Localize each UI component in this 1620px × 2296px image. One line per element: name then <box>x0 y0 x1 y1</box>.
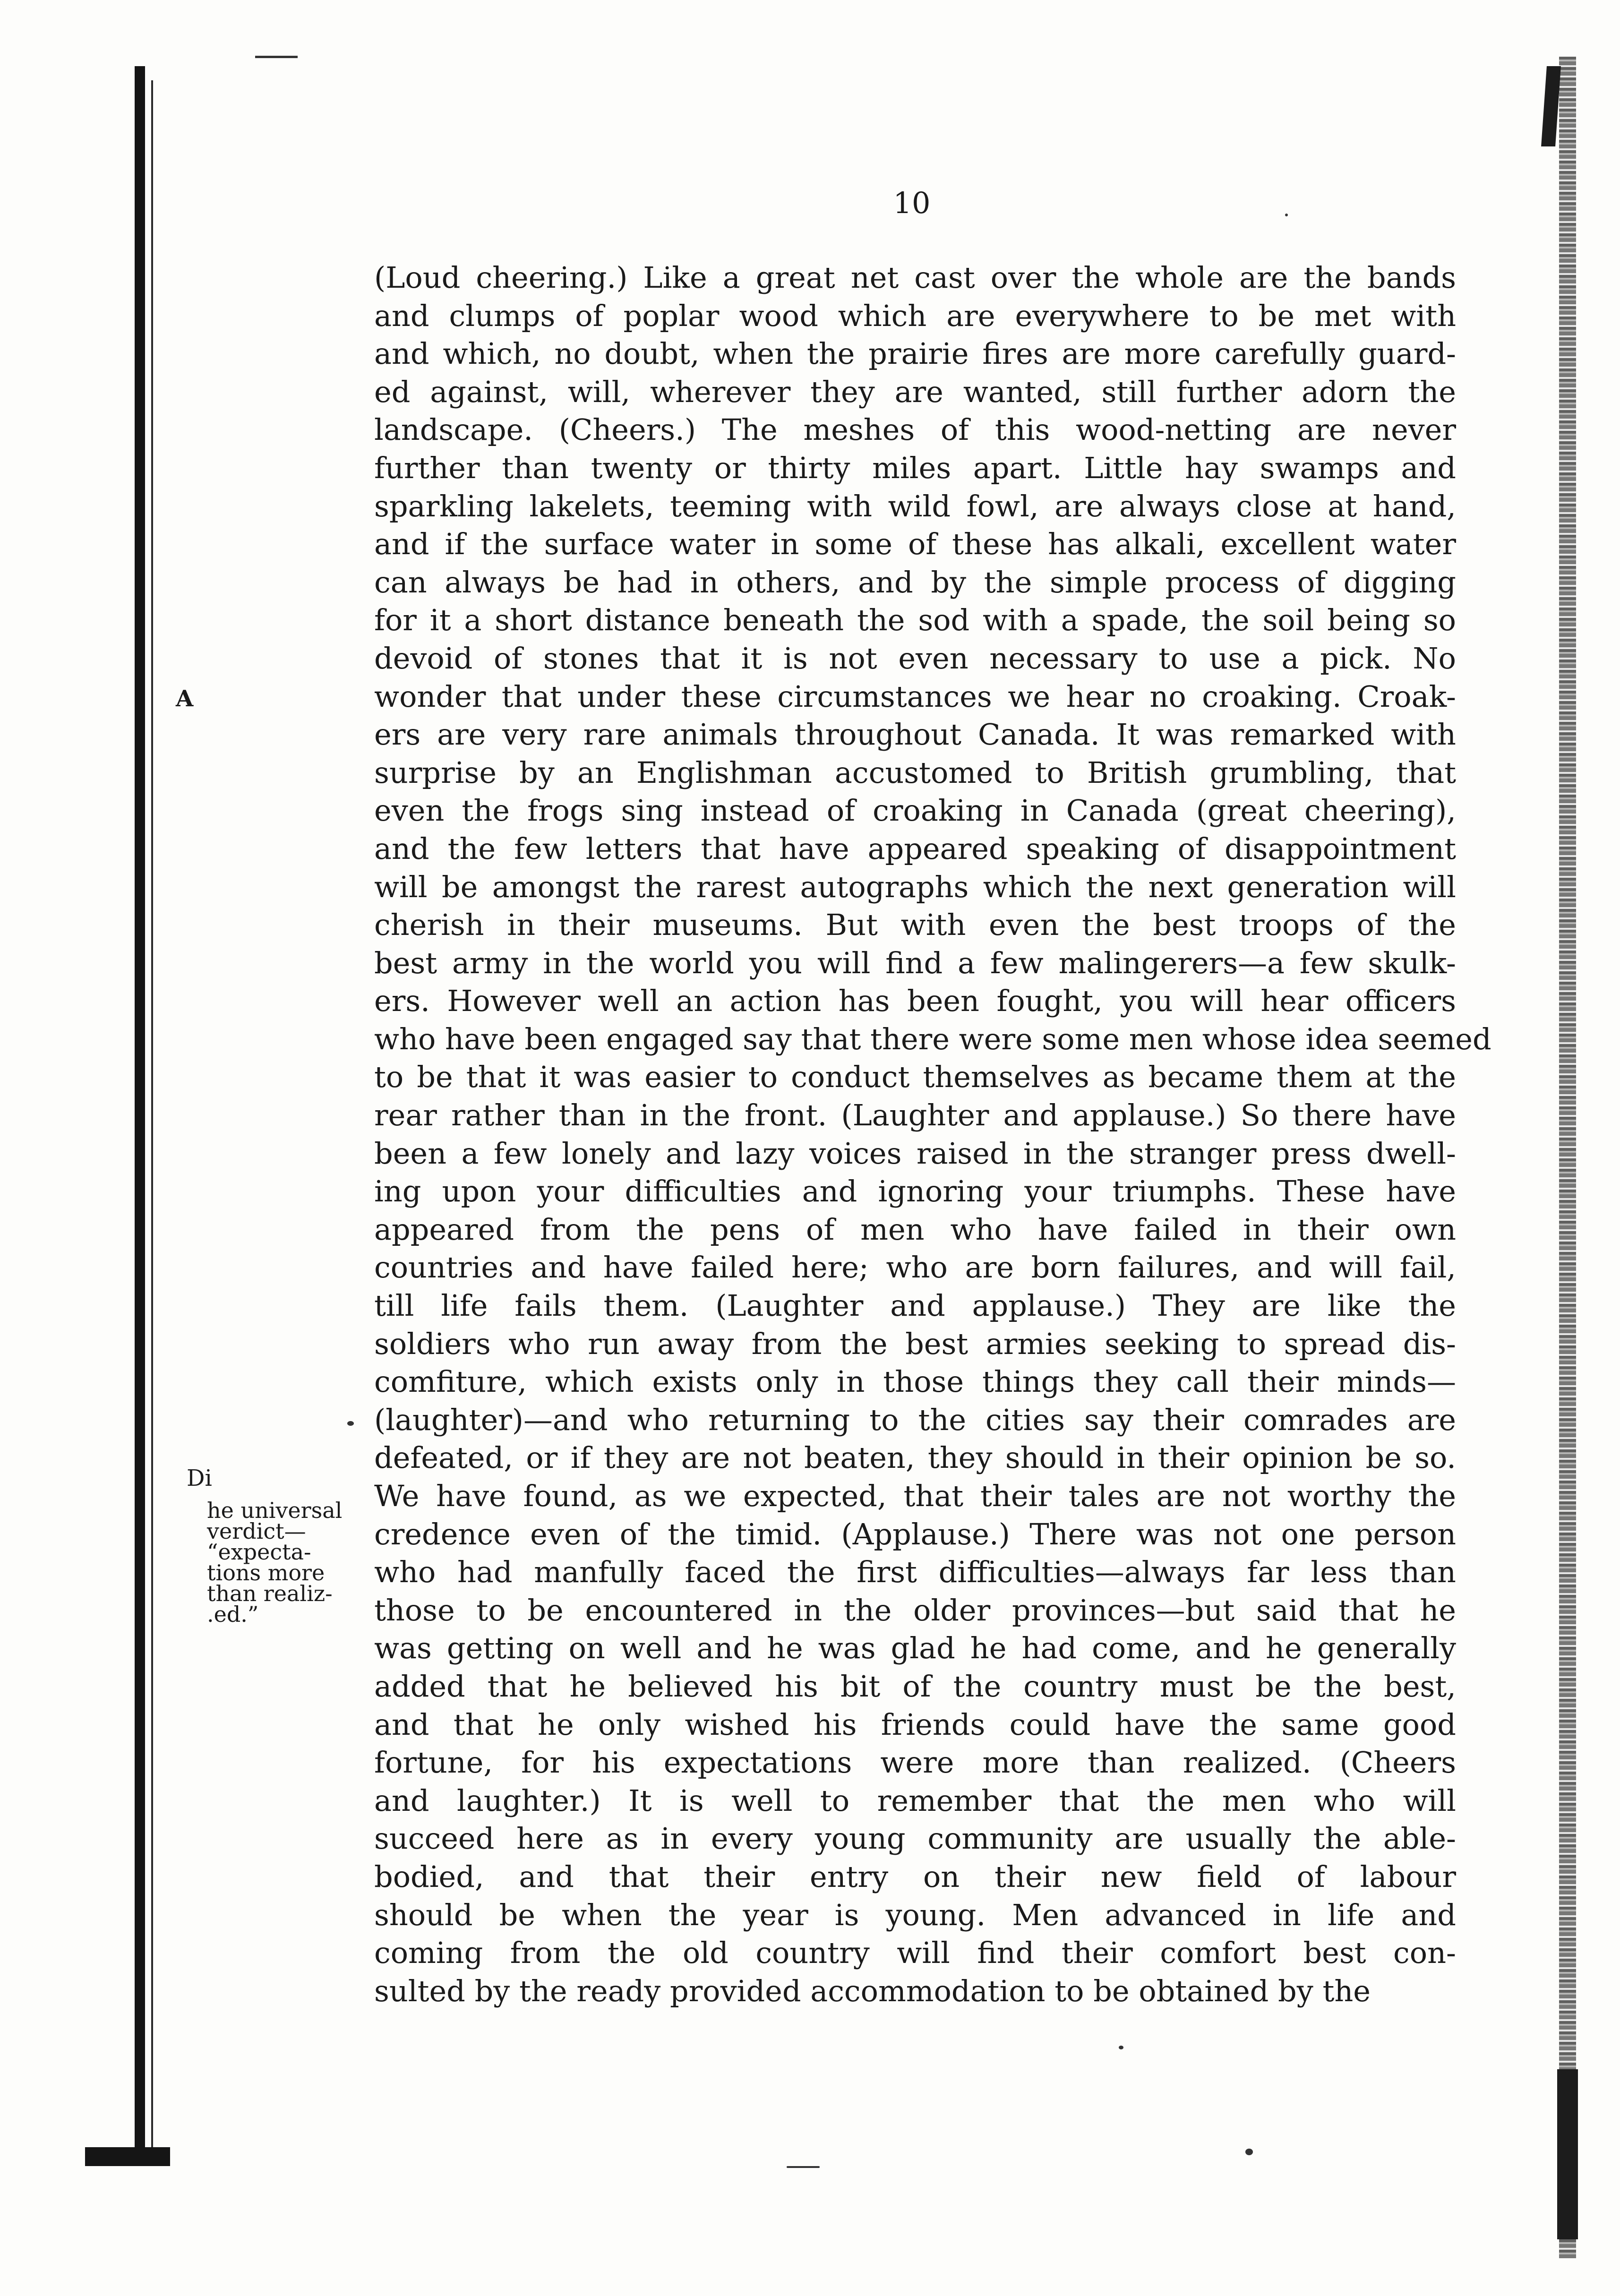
scan-speck <box>1245 2149 1253 2155</box>
body-line: and laughter.) It is well to remember that the men who will <box>374 1783 1456 1818</box>
body-line: to be that it was easier to conduct themselves as became them at the <box>374 1060 1456 1095</box>
body-line: and which, no doubt, when the prairie fires are more carefully guard- <box>374 336 1456 371</box>
body-line: and that he only wished his friends could have the same good <box>374 1707 1456 1742</box>
right-scan-edge-top <box>1541 66 1561 146</box>
body-line: defeated, or if they are not beaten, they should in their opinion be so. <box>374 1440 1456 1475</box>
body-line: ers. However well an action has been fought, you will hear officers <box>374 984 1456 1019</box>
body-line: ing upon your difficulties and ignoring your triumphs. These have <box>374 1174 1456 1209</box>
body-line: ers are very rare animals throughout Canada. It was remarked with <box>374 717 1456 752</box>
scan-speck <box>1285 214 1288 216</box>
body-line: those to be encountered in the older provinces—but said that he <box>374 1593 1456 1628</box>
body-line: till life fails them. (Laughter and applause.) They are like the <box>374 1288 1456 1323</box>
marginal-note-line: .ed.” <box>207 1602 259 1627</box>
body-line: should be when the year is young. Men advanced in life and <box>374 1897 1456 1932</box>
body-line: wonder that under these circumstances we hear no croaking. Croak- <box>374 679 1456 714</box>
body-line: appeared from the pens of men who have failed in their own <box>374 1212 1456 1247</box>
body-line: further than twenty or thirty miles apart. Little hay swamps and <box>374 450 1456 485</box>
binding-edge-thin-rule <box>151 80 153 2159</box>
page-number: 10 <box>893 186 931 220</box>
body-line: comfiture, which exists only in those things they call their minds— <box>374 1364 1456 1399</box>
body-line: sulted by the ready provided accommodation to be obtained by the <box>374 1973 1371 2008</box>
binding-edge-rule <box>135 66 145 2159</box>
body-line: (laughter)—and who returning to the cities say their comrades are <box>374 1402 1456 1437</box>
body-line: soldiers who run away from the best armies seeking to spread dis- <box>374 1326 1456 1361</box>
body-line: for it a short distance beneath the sod with a spade, the soil being so <box>374 603 1456 638</box>
body-line: sparkling lakelets, teeming with wild fowl, are always close at hand, <box>374 488 1456 523</box>
margin-mark-upper: A <box>176 685 194 712</box>
marginal-note-line: than realiz- <box>207 1581 333 1606</box>
body-line: countries and have failed here; who are born failures, and will fail, <box>374 1250 1456 1285</box>
body-line: even the frogs sing instead of croaking in Canada (great cheering), <box>374 793 1456 828</box>
body-line: best army in the world you will find a few malingerers—a few skulk- <box>374 945 1456 980</box>
body-line: (Loud cheering.) Like a great net cast over the whole are the bands <box>374 260 1456 295</box>
body-line: been a few lonely and lazy voices raised in the stranger press dwell- <box>374 1136 1456 1171</box>
body-line: surprise by an Englishman accustomed to British grumbling, that <box>374 755 1456 790</box>
scan-speck <box>347 1421 354 1426</box>
top-scan-dash <box>255 56 298 58</box>
body-line: will be amongst the rarest autographs which the next generation will <box>374 869 1456 904</box>
body-line: ed against, will, wherever they are wanted, still further adorn the <box>374 374 1456 409</box>
right-scan-edge-bottom <box>1557 2069 1578 2239</box>
body-line: was getting on well and he was glad he had come, and he generally <box>374 1631 1456 1666</box>
body-line: and clumps of poplar wood which are everywhere to be met with <box>374 298 1456 333</box>
body-line: and if the surface water in some of these has alkali, excellent water <box>374 527 1456 562</box>
marginal-note <box>207 1500 363 1625</box>
body-line: We have found, as we expected, that their tales are not worthy the <box>374 1479 1456 1513</box>
marginal-note-line: verdict— <box>207 1518 306 1544</box>
body-line: who have been engaged say that there were some men whose idea seemed <box>374 1021 1491 1056</box>
marginal-note-line: tions more <box>207 1560 325 1585</box>
body-text <box>374 259 1491 2010</box>
right-scan-edge <box>1559 57 1576 2258</box>
scan-speck <box>1119 2046 1123 2049</box>
body-line: who had manfully faced the first difficulties—always far less than <box>374 1555 1456 1590</box>
body-line: can always be had in others, and by the simple process of digging <box>374 565 1456 600</box>
body-line: and the few letters that have appeared speaking of disappointment <box>374 831 1456 866</box>
body-line: bodied, and that their entry on their new field of labour <box>374 1859 1456 1894</box>
margin-mark-note: Di <box>187 1465 212 1491</box>
body-line: cherish in their museums. But with even the best troops of the <box>374 908 1456 942</box>
body-line: succeed here as in every young community are usually the able- <box>374 1821 1456 1856</box>
body-line: coming from the old country will find their comfort best con- <box>374 1936 1456 1970</box>
marginal-note-line: he universal <box>207 1498 343 1523</box>
body-line: rear rather than in the front. (Laughter and applause.) So there have <box>374 1098 1456 1133</box>
binding-edge-foot <box>85 2147 170 2166</box>
body-line: fortune, for his expectations were more than realized. (Cheers <box>374 1745 1456 1780</box>
body-line: devoid of stones that it is not even necessary to use a pick. No <box>374 641 1456 676</box>
body-line: landscape. (Cheers.) The meshes of this wood-netting are never <box>374 412 1456 447</box>
marginal-note-line: “expecta- <box>207 1539 311 1565</box>
scan-speck <box>787 2166 820 2168</box>
body-line: credence even of the timid. (Applause.) There was not one person <box>374 1516 1456 1551</box>
body-line: added that he believed his bit of the country must be the best, <box>374 1669 1456 1704</box>
